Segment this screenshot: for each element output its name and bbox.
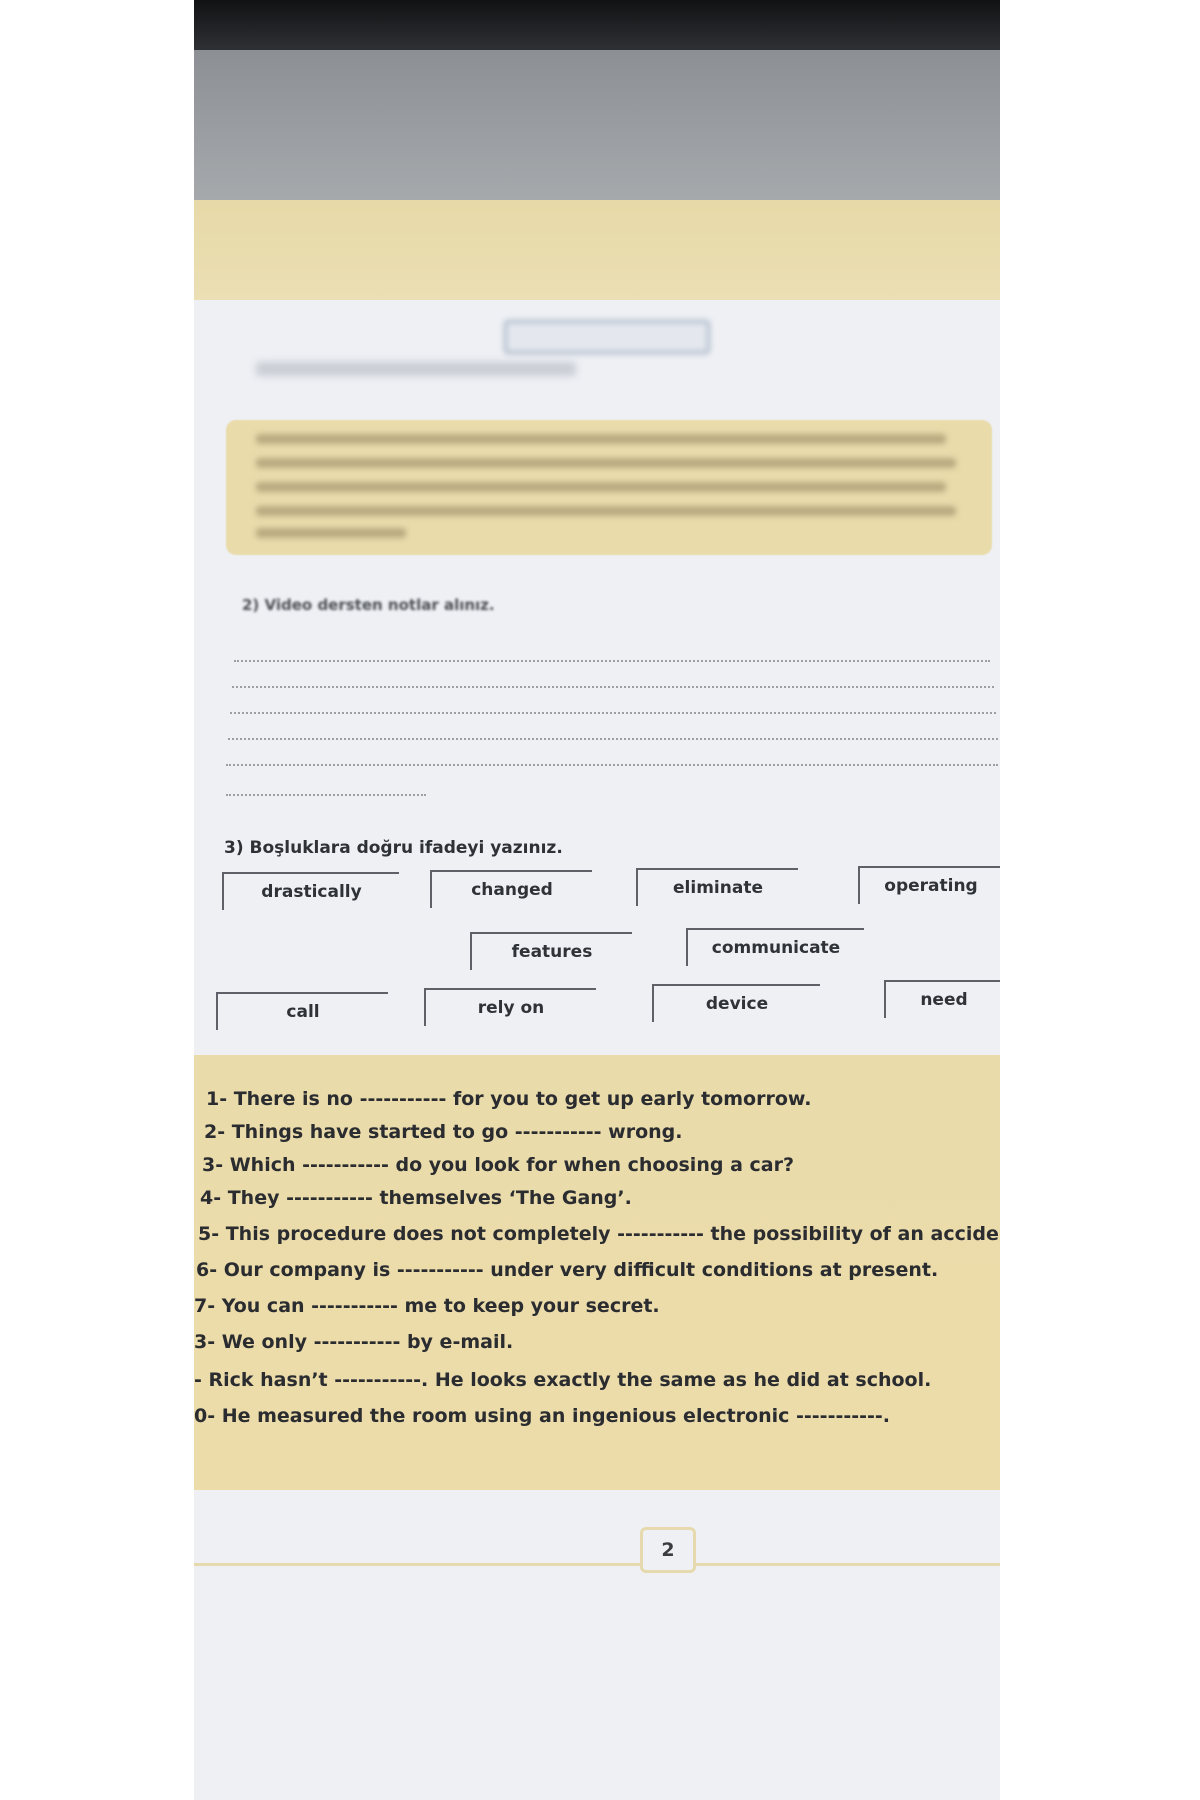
word-bank-item: call bbox=[216, 992, 388, 1030]
header-accent-band bbox=[194, 200, 1000, 300]
note-line bbox=[230, 712, 996, 714]
word-bank-item: device bbox=[652, 984, 820, 1022]
word-bank-item: eliminate bbox=[636, 868, 798, 906]
sentence-item: 2- Things have started to go ----------- wrong. bbox=[204, 1121, 683, 1143]
worksheet-page bbox=[194, 0, 1000, 1800]
note-line bbox=[228, 738, 998, 740]
word-bank-item: drastically bbox=[222, 872, 399, 910]
page-number: 2 bbox=[640, 1527, 696, 1573]
fill-in-sentences-panel bbox=[194, 1055, 1000, 1490]
sentence-item: - Rick hasn’t -----------. He looks exactly the same as he did at school. bbox=[194, 1369, 932, 1391]
sentence-item: 3- We only ----------- by e-mail. bbox=[194, 1331, 514, 1353]
blurred-unit-title bbox=[504, 320, 710, 354]
footer-rule bbox=[194, 1563, 1000, 1566]
note-line bbox=[226, 764, 998, 766]
sentence-item: 7- You can ----------- me to keep your secret. bbox=[194, 1295, 660, 1317]
sentence-item: 4- They ----------- themselves ‘The Gang’. bbox=[200, 1187, 632, 1209]
blurred-subtitle bbox=[256, 362, 576, 376]
blurred-reading-passage bbox=[226, 420, 992, 555]
word-bank-item: rely on bbox=[424, 988, 596, 1026]
section-3-title: 3) Boşluklara doğru ifadeyi yazınız. bbox=[224, 838, 563, 858]
header-band bbox=[194, 50, 1000, 205]
sentence-item: 3- Which ----------- do you look for when choosing a car? bbox=[202, 1154, 794, 1176]
word-bank-item: communicate bbox=[686, 928, 864, 966]
note-line bbox=[232, 686, 994, 688]
sentence-item: 1- There is no ----------- for you to get up early tomorrow. bbox=[206, 1088, 812, 1110]
note-line bbox=[234, 660, 990, 662]
word-bank-item: changed bbox=[430, 870, 592, 908]
word-bank-item: need bbox=[884, 980, 1000, 1018]
section-2-title: 2) Video dersten notlar alınız. bbox=[242, 596, 495, 614]
sentence-item: 6- Our company is ----------- under very difficult conditions at present. bbox=[196, 1259, 939, 1281]
sentence-item: 5- This procedure does not completely ----------- the possibility of an accide bbox=[198, 1223, 999, 1245]
note-line bbox=[226, 794, 426, 796]
word-bank-item: features bbox=[470, 932, 632, 970]
word-bank-item: operating bbox=[858, 866, 1000, 904]
sentence-item: 0- He measured the room using an ingenious electronic -----------. bbox=[194, 1405, 890, 1427]
